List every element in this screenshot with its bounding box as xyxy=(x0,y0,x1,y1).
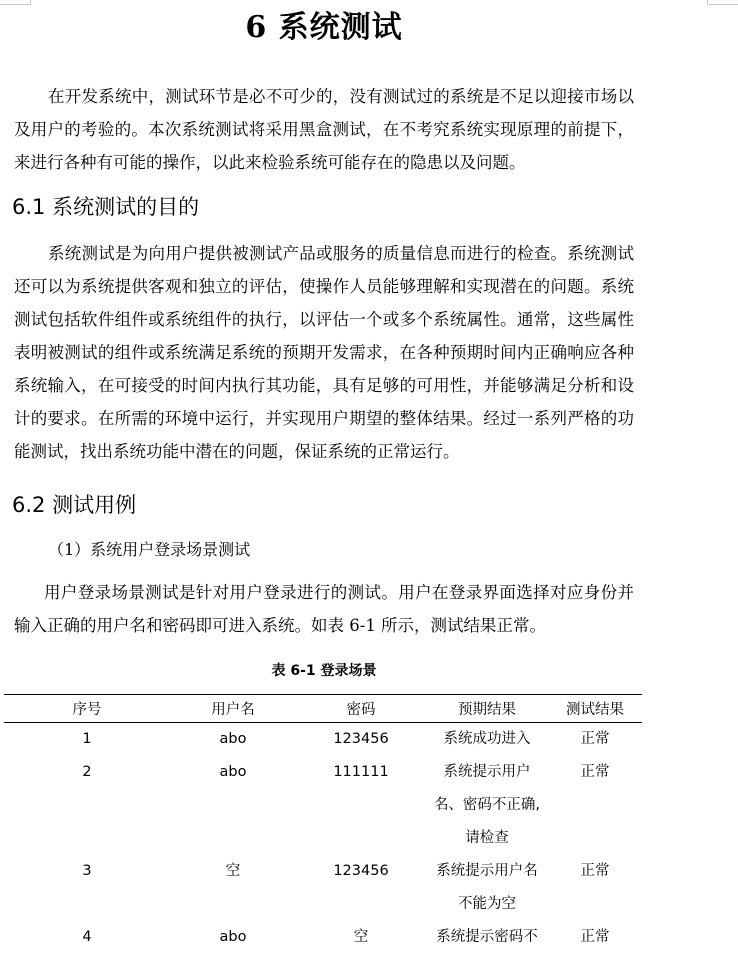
cell-result: 正常 xyxy=(580,764,610,780)
cell-username: abo xyxy=(219,764,247,780)
section-heading-6-1: 6.1 系统测试的目的 xyxy=(12,195,200,219)
cell-seq: 1 xyxy=(82,731,92,747)
section-heading-6-2: 6.2 测试用例 xyxy=(12,493,137,517)
cell-password: 123456 xyxy=(333,731,389,747)
cell-password: 123456 xyxy=(333,863,389,879)
cell-username: abo xyxy=(219,929,247,945)
expected-line: 请检查 xyxy=(465,830,509,846)
chapter-title: 6 系统测试 xyxy=(245,10,403,45)
cell-expected xyxy=(426,855,548,921)
section-6-1-paragraph: 系统测试是为向用户提供被测试产品或服务的质量信息而进行的检查。系统测试还可以为系统提供客观和独立的评估，使操作人员能够理解和实现潜在的问题。系统测试包括软件组件或系统组件的执行，以评估一个或多个系统属性。通常，这些属性表明被测试的组件或系统满足系统的预期开发需求，在各种预期时间内正确响应各种系统输入，在可接受的时间内执行其功能，具有足够的可用性，并能够满足分析和设计的要求。在所需的环境中运行，并实现用户期望的整体结果。经过一系列严格的功能测试，找出系统功能中潜在的问题，保证系统的正常运行。 xyxy=(14,244,634,461)
table-row xyxy=(4,855,642,921)
cell-password: 空 xyxy=(353,929,369,945)
cell-expected xyxy=(426,723,548,757)
cell-result: 正常 xyxy=(580,731,610,747)
cell-seq: 3 xyxy=(82,863,92,879)
page-corner-mark-right xyxy=(708,4,738,5)
section-6-2-paragraph: 用户登录场景测试是针对用户登录进行的测试。用户在登录界面选择对应身份并输入正确的用户名和密码即可进入系统。如表 6-1 所示，测试结果正常。 xyxy=(14,583,634,635)
expected-line: 不能为空 xyxy=(458,896,516,912)
cell-username: abo xyxy=(219,731,247,747)
table-caption: 表 6-1 登录场景 xyxy=(271,663,377,679)
intro-paragraph: 在开发系统中，测试环节是必不可少的，没有测试过的系统是不足以迎接市场以及用户的考验的。本次系统测试将采用黑盒测试，在不考究系统实现原理的前提下，来进行各种有可能的操作，以此来检验系统可能存在的隐患以及问题。 xyxy=(14,87,634,172)
header-username: 用户名 xyxy=(170,695,296,723)
cell-result: 正常 xyxy=(580,929,610,945)
expected-line: 系统成功进入 xyxy=(443,731,531,747)
subsection-heading-login: （1）系统用户登录场景测试 xyxy=(48,540,251,559)
cell-seq: 2 xyxy=(82,764,92,780)
expected-line: 系统提示用户名 xyxy=(436,863,538,879)
expected-line: 系统提示用户 xyxy=(443,764,531,780)
cell-password: 111111 xyxy=(333,764,389,780)
table-row xyxy=(4,756,642,855)
expected-line: 系统提示密码不 xyxy=(436,929,538,945)
table-row xyxy=(4,723,642,757)
cell-expected xyxy=(426,756,548,855)
table-header-row xyxy=(4,695,642,723)
table-row xyxy=(4,921,642,954)
cell-username: 空 xyxy=(225,863,241,879)
cell-expected xyxy=(426,921,548,954)
header-expected: 预期结果 xyxy=(426,695,548,723)
header-result: 测试结果 xyxy=(548,695,642,723)
cell-seq: 4 xyxy=(82,929,92,945)
login-scenario-table xyxy=(4,694,642,954)
header-seq: 序号 xyxy=(4,695,170,723)
page-corner-mark-left xyxy=(0,4,30,5)
cell-result: 正常 xyxy=(580,863,610,879)
header-password: 密码 xyxy=(296,695,426,723)
expected-line: 名、密码不正确, xyxy=(433,797,541,813)
